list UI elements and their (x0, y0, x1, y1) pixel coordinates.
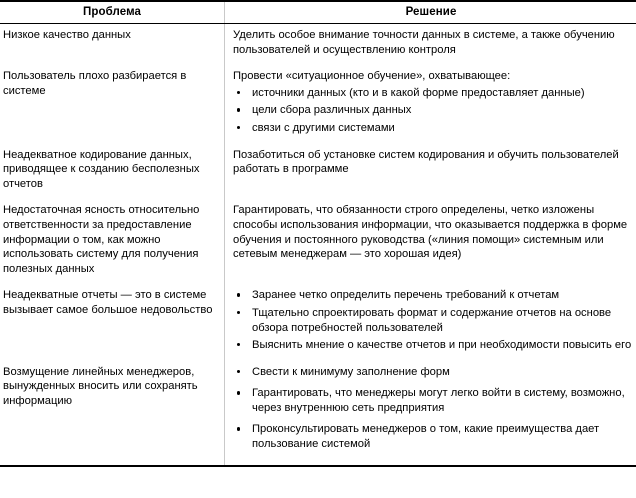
table-header (0, 1, 636, 24)
problem-cell (0, 199, 225, 284)
solution-paragraph: Провести «ситуационное обучение», охватывающее: (233, 70, 511, 83)
solution-bullet-list (233, 365, 633, 452)
table-row (0, 361, 636, 465)
table-row (0, 65, 636, 143)
column-header-problem: Проблема (0, 1, 225, 24)
problem-text: Пользователь плохо разбирается в системе (3, 70, 187, 97)
table-row (0, 199, 636, 284)
table-row (0, 24, 636, 66)
list-item-text: Гарантировать, что менеджеры могут легко войти в систему, возможно, через внутреннюю сеть предприятия (252, 387, 625, 414)
list-item-text: источники данных (кто и в какой форме предоставляет данные) (252, 86, 585, 99)
problem-text: Низкое качество данных (3, 29, 131, 41)
list-item-text: связи с другими системами (252, 121, 395, 134)
solution-cell (225, 361, 636, 465)
list-item (233, 422, 633, 451)
table-bottom-border (0, 465, 636, 467)
problem-cell (0, 24, 225, 66)
list-item (233, 103, 633, 118)
problem-cell (0, 65, 225, 143)
list-item-text: Выяснить мнение о качестве отчетов и при необходимости повысить его (252, 339, 632, 352)
bullet-dot-icon (237, 370, 240, 373)
solution-paragraph: Гарантировать, что обязанности строго определены, четко изложены способы использования информации, что оказывается поддержка в форме обучения и постоянного руководства («линия помощи» системным или сетевым менеджерам — это хорошая идея) (233, 204, 628, 261)
list-item (233, 365, 633, 380)
solution-bullet-list (233, 288, 633, 352)
problem-cell (0, 144, 225, 200)
problem-cell (0, 284, 225, 360)
solution-cell (225, 24, 636, 66)
problem-text: Недостаточная ясность относительно ответственности за предоставление информации о том, как можно использовать систему для получения полезных данных (3, 204, 200, 275)
problem-text: Неадекватное кодирование данных, приводящее к созданию бесполезных отчетов (3, 148, 200, 190)
problem-cell (0, 361, 225, 465)
list-item (233, 338, 633, 353)
table-body (0, 24, 636, 465)
bullet-dot-icon (237, 126, 240, 129)
bullet-dot-icon (237, 391, 240, 394)
list-item-text: Свести к минимуму заполнение форм (252, 365, 450, 378)
list-item-text: Заранее четко определить перечень требований к отчетам (252, 289, 560, 302)
list-item-text: Тщательно спроектировать формат и содержание отчетов на основе обзора потребностей пользователей (252, 306, 612, 334)
column-header-solution: Решение (225, 1, 636, 24)
table-header-row (0, 1, 636, 24)
bullet-dot-icon (237, 108, 240, 111)
list-item-text: цели сбора различных данных (252, 104, 412, 117)
solution-cell (225, 65, 636, 143)
table-row (0, 284, 636, 360)
bullet-dot-icon (237, 343, 240, 346)
solution-paragraph: Уделить особое внимание точности данных в системе, а также обучению пользователей и осуществлению контроля (233, 29, 615, 56)
list-item-text: Проконсультировать менеджеров о том, какие преимущества дает пользование системой (252, 423, 600, 451)
solution-cell (225, 144, 636, 200)
table-row (0, 144, 636, 200)
list-item (233, 386, 633, 415)
bullet-dot-icon (237, 311, 240, 314)
problem-text: Неадекватные отчеты — это в системе вызывает самое большое недовольство (3, 289, 213, 316)
solution-bullet-list (233, 86, 633, 136)
list-item (233, 86, 633, 101)
bullet-dot-icon (237, 91, 240, 94)
bullet-dot-icon (237, 293, 240, 296)
solution-cell (225, 199, 636, 284)
solution-cell (225, 284, 636, 360)
list-item (233, 288, 633, 303)
problem-text: Возмущение линейных менеджеров, вынужденных вносить или сохранять информацию (3, 365, 198, 407)
solution-paragraph: Позаботиться об установке систем кодирования и обучить пользователей работать в программе (233, 148, 619, 176)
list-item (233, 306, 633, 335)
list-item (233, 121, 633, 136)
bullet-dot-icon (237, 427, 240, 430)
